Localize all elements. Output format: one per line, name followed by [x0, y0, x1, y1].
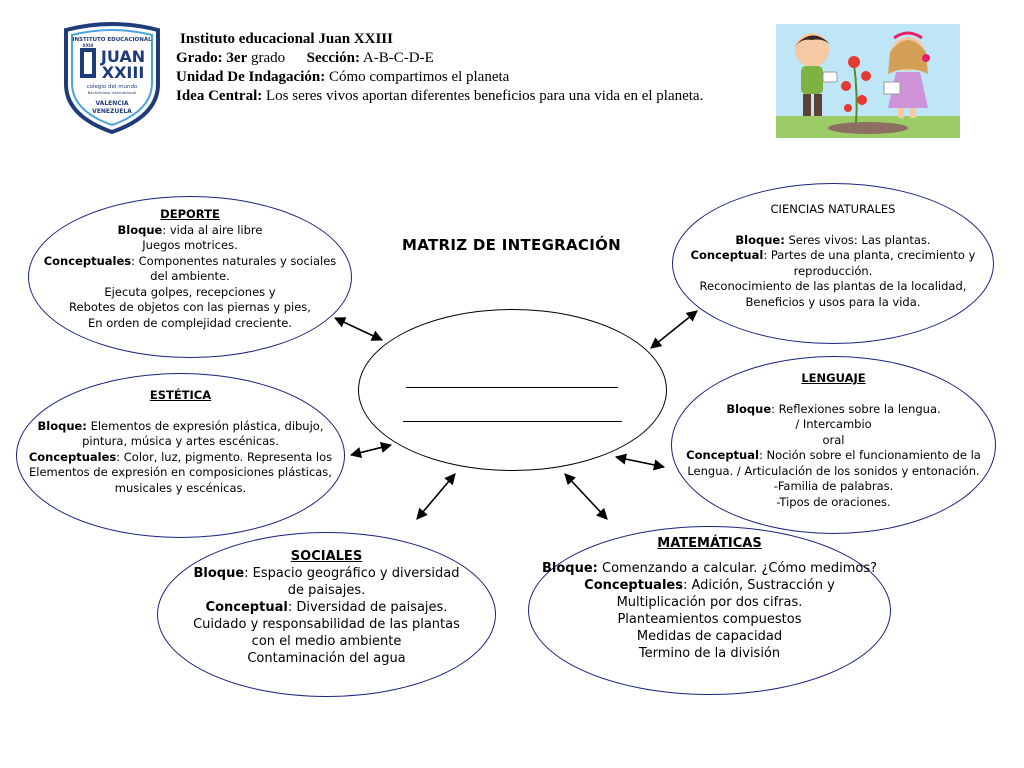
sociales-line-4: Cuidado y responsabilidad de las plantas	[193, 617, 460, 632]
deporte-title: DEPORTE	[160, 207, 220, 221]
sociales-title: SOCIALES	[290, 549, 363, 564]
estetica-block-value: Elementos de expresión plástica, dibujo,	[86, 418, 324, 433]
section-value: A-B-C-D-E	[362, 50, 434, 66]
deporte-line-4: del ambiente.	[150, 269, 230, 283]
matematicas-concept-label: Conceptuales	[584, 578, 683, 593]
lenguaje-line-6: -Familia de palabras.	[773, 479, 894, 493]
logo-motto2: Bachillerato Internacional	[87, 90, 137, 95]
lenguaje-line-3: oral	[822, 432, 845, 447]
lenguaje-line-5: Lengua. / Articulación de los sonidos y entonación.	[687, 463, 980, 478]
sociales-concept-label: Conceptual	[205, 600, 288, 615]
section-label: Sección:	[306, 50, 360, 66]
ciencias-block-label: Bloque:	[735, 232, 785, 247]
ciencias-line-4: Reconocimiento de las plantas de la localidad,	[699, 279, 967, 293]
ciencias-line-5: Beneficios y usos para la vida.	[745, 294, 921, 309]
grade-suffix: grado	[251, 50, 286, 66]
arrow-matematicas	[565, 474, 607, 519]
logo-top-text: INSTITUTO EDUCACIONAL	[72, 37, 152, 43]
unit-label: Unidad De Indagación:	[176, 69, 326, 85]
deporte-line-5: Ejecuta golpes, recepciones y	[104, 284, 276, 299]
matematicas-concept-value: : Adición, Sustracción y	[682, 578, 835, 593]
matematicas-line-5: Medidas de capacidad	[636, 629, 783, 644]
idea-label: Idea Central:	[176, 88, 263, 104]
sociales-line-6: Contaminación del agua	[247, 651, 406, 666]
lenguaje-block-label: Bloque	[726, 401, 772, 416]
sociales-block-value: : Espacio geográfico y diversidad	[244, 566, 460, 581]
deporte-concept-label: Conceptuales	[43, 253, 132, 268]
ciencias-concept-label: Conceptual	[690, 248, 764, 262]
matematicas-block-value: Comenzando a calcular. ¿Cómo medimos?	[597, 561, 877, 576]
sociales-block-label: Bloque	[193, 566, 245, 581]
deporte-concept-value: : Componentes naturales y sociales	[131, 253, 337, 268]
matematicas-line-3: Multiplicación por dos cifras.	[616, 595, 803, 610]
logo-xxiii: XXIII	[101, 63, 145, 82]
estetica-title: ESTÉTICA	[149, 388, 212, 402]
unit-value: Cómo compartimos el planeta	[328, 69, 510, 85]
grade-label: Grado:	[176, 50, 223, 66]
lenguaje-concept-label: Conceptual	[686, 448, 759, 462]
estetica-line-5: musicales y escénicas.	[114, 480, 247, 495]
estetica-line-2: pintura, música y artes escénicas.	[82, 434, 279, 448]
logo-motto: colegio del mundo	[86, 84, 138, 90]
logo-juan: JUAN	[100, 47, 146, 66]
lenguaje-concept-value: : Noción sobre el funcionamiento de la	[758, 448, 981, 462]
logo-city: VALENCIA	[95, 100, 129, 107]
idea-value: Los seres vivos aportan diferentes beneficios para una vida en el planeta.	[266, 88, 704, 104]
deporte-line-7: En orden de complejidad creciente.	[88, 315, 292, 330]
sociales-line-5: con el medio ambiente	[251, 634, 402, 649]
ciencias-line-3: reproducción.	[793, 263, 873, 278]
lenguaje-block-value: : Reflexiones sobre la lengua.	[771, 401, 941, 416]
estetica-block-label: Bloque:	[37, 418, 87, 433]
ciencias-concept-value: : Partes de una planta, crecimiento y	[763, 248, 976, 262]
ciencias-title: CIENCIAS NATURALES	[770, 202, 896, 216]
matrix-title: MATRIZ DE INTEGRACIÓN	[402, 236, 622, 254]
deporte-block-label: Bloque	[117, 222, 163, 237]
matematicas-block-label: Bloque:	[541, 561, 598, 576]
deporte-line-6: Rebotes de objetos con las piernas y pies,	[69, 300, 311, 314]
arrow-estetica	[351, 445, 391, 455]
estetica-concept-value: : Color, luz, pigmento. Representa los	[116, 449, 333, 464]
grade-value: 3er	[226, 50, 248, 66]
estetica-concept-label: Conceptuales	[28, 449, 117, 464]
deporte-line-2: Juegos motrices.	[142, 238, 238, 252]
lenguaje-line-2: / Intercambio	[795, 417, 872, 431]
estetica-line-4: Elementos de expresión en composiciones plásticas,	[29, 465, 332, 479]
school-name: Instituto educacional Juan XXIII	[180, 31, 393, 47]
deporte-block-value: : vida al aire libre	[162, 222, 263, 237]
sociales-concept-value: : Diversidad de paisajes.	[287, 600, 448, 615]
matematicas-title: MATEMÁTICAS	[657, 536, 762, 551]
arrow-ciencias	[651, 311, 697, 348]
arrow-lenguaje	[616, 457, 664, 467]
lenguaje-line-7: -Tipos de oraciones.	[776, 494, 891, 509]
ciencias-block-value: Seres vivos: Las plantas.	[784, 232, 931, 247]
lenguaje-title: LENGUAJE	[801, 371, 866, 385]
matematicas-line-6: Termino de la división	[638, 646, 781, 661]
logo-country: VENEZUELA	[92, 108, 132, 115]
arrow-sociales	[417, 474, 455, 519]
logo-small-roman: XXIII	[82, 43, 94, 48]
sociales-line-2: de paisajes.	[287, 583, 366, 598]
matematicas-line-4: Planteamientos compuestos	[617, 612, 802, 627]
arrow-deporte	[335, 318, 382, 340]
